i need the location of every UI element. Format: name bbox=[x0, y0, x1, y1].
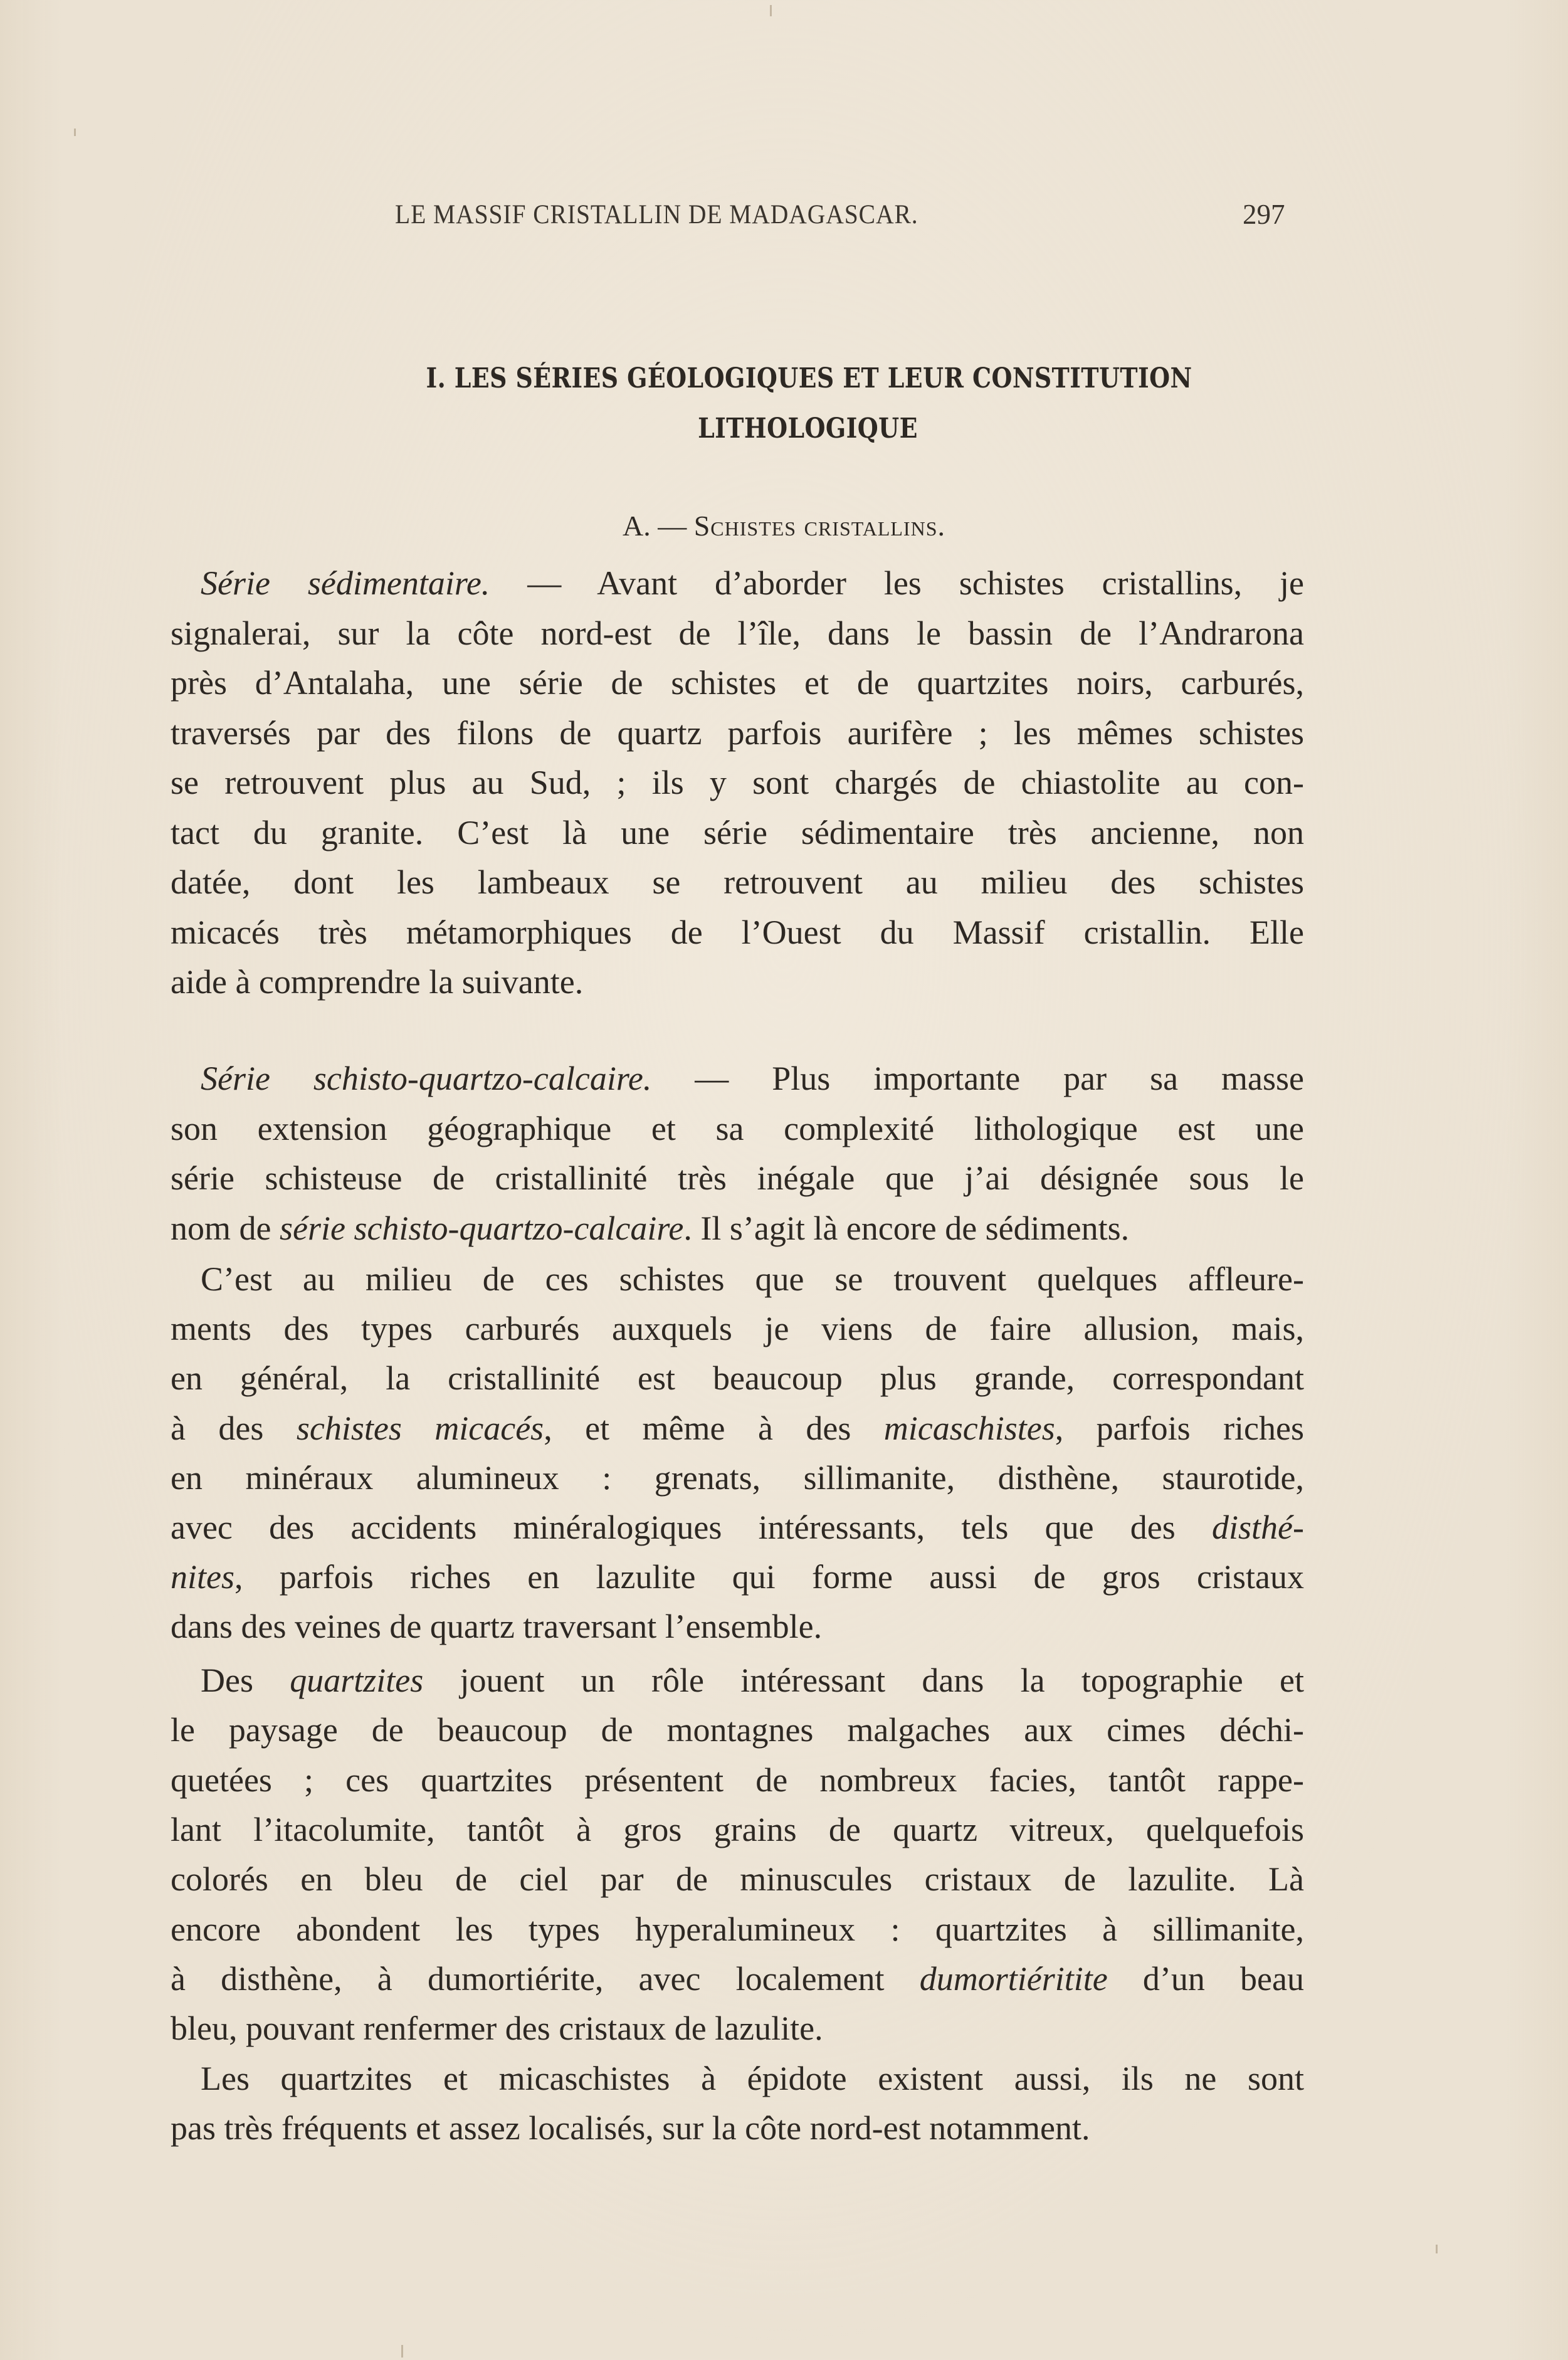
section-title-continued bbox=[24, 413, 1568, 445]
text-line bbox=[171, 860, 1304, 904]
text-line bbox=[171, 1456, 1304, 1500]
text-line bbox=[171, 1356, 1304, 1400]
text-line bbox=[171, 1505, 1304, 1549]
text-run: traversés par des filons de quartz parfois aurifère ; les mêmes schistes bbox=[171, 714, 1304, 752]
text-line bbox=[171, 1307, 1304, 1351]
text-run: en minéraux alumineux : grenats, sillimanite, disthène, staurotide, bbox=[171, 1458, 1304, 1497]
italic-term: Série sédimentaire. bbox=[201, 564, 490, 602]
text-line bbox=[171, 611, 1304, 655]
text-run: son extension géographique et sa complexité lithologique est une bbox=[171, 1109, 1304, 1147]
text-line bbox=[201, 1658, 1304, 1702]
text-run: , parfois riches bbox=[1055, 1409, 1305, 1447]
text-line bbox=[171, 2106, 1304, 2150]
text-line bbox=[171, 1907, 1304, 1951]
text-line bbox=[171, 661, 1304, 705]
text-run: . Il s’agit là encore de sédiments. bbox=[683, 1209, 1130, 1247]
paper-speck bbox=[401, 2345, 403, 2357]
paper-speck bbox=[74, 129, 76, 136]
text-run: pas très fréquents et assez localisés, sur la côte nord-est notamment. bbox=[171, 2109, 1090, 2147]
text-line bbox=[171, 1604, 1304, 1648]
text-run: , et même à des bbox=[544, 1409, 884, 1447]
paper-speck bbox=[770, 5, 772, 16]
text-run: encore abondent les types hyperalumineux : quartzites à sillimanite, bbox=[171, 1910, 1304, 1948]
italic-term: nites bbox=[171, 1558, 234, 1596]
text-line bbox=[171, 761, 1304, 804]
text-run: C’est au milieu de ces schistes que se trouvent quelques affleure- bbox=[201, 1260, 1304, 1298]
text-line bbox=[171, 1206, 1304, 1250]
running-head: LE MASSIF CRISTALLIN DE MADAGASCAR. bbox=[395, 200, 918, 229]
text-line bbox=[201, 1056, 1304, 1100]
text-line bbox=[171, 811, 1304, 855]
text-line bbox=[171, 1758, 1304, 1802]
paper-speck bbox=[1436, 2245, 1438, 2253]
text-line bbox=[201, 1257, 1304, 1301]
text-line bbox=[171, 1107, 1304, 1151]
text-line bbox=[201, 2057, 1304, 2100]
text-run: tact du granite. C’est là une série sédimentaire très ancienne, non bbox=[171, 813, 1304, 851]
text-run: Les quartzites et micaschistes à épidote existent aussi, ils ne sont bbox=[201, 2060, 1304, 2097]
text-run: datée, dont les lambeaux se retrouvent au milieu des schistes bbox=[171, 863, 1304, 901]
text-line bbox=[171, 1708, 1304, 1752]
subsection-title: Schistes cristallins. bbox=[693, 510, 945, 542]
text-run: à des bbox=[171, 1409, 297, 1447]
text-run: micacés très métamorphiques de l’Ouest du Massif cristallin. Elle bbox=[171, 913, 1304, 951]
page-number: 297 bbox=[1243, 199, 1285, 230]
text-run: signalerai, sur la côte nord-est de l’île, dans le bassin de l’Andrarona bbox=[171, 614, 1304, 652]
text-line bbox=[171, 960, 1304, 1004]
italic-term: quartzites bbox=[290, 1662, 424, 1699]
section-title-line-1: I. LES SÉRIES GÉOLOGIQUES ET LEUR CONSTITUTION bbox=[426, 362, 1192, 394]
text-line bbox=[171, 1156, 1304, 1200]
text-line bbox=[171, 711, 1304, 755]
italic-term: dumortiéritite bbox=[919, 1959, 1108, 1998]
text-line bbox=[171, 1555, 1304, 1599]
text-run: se retrouvent plus au Sud, ; ils y sont chargés de chiastolite au con- bbox=[171, 764, 1304, 801]
text-run: Des bbox=[201, 1662, 290, 1699]
text-run: ments des types carburés auxquels je viens de faire allusion, mais, bbox=[171, 1310, 1304, 1348]
text-run: en général, la cristallinité est beaucoup plus grande, correspondant bbox=[171, 1359, 1304, 1398]
text-run: quetées ; ces quartzites présentent de nombreux facies, tantôt rappe- bbox=[171, 1761, 1304, 1799]
section-title-line-2: LITHOLOGIQUE bbox=[698, 413, 918, 445]
text-line bbox=[171, 1857, 1304, 1901]
italic-term: Série schisto-quartzo-calcaire. bbox=[201, 1060, 652, 1097]
text-run: nom de bbox=[171, 1209, 280, 1247]
text-run: — Plus importante par sa masse bbox=[651, 1060, 1304, 1097]
italic-term: schistes micacés bbox=[296, 1409, 544, 1447]
text-run: près d’Antalaha, une série de schistes et de quartzites noirs, carburés, bbox=[171, 664, 1304, 702]
text-line bbox=[201, 561, 1304, 605]
text-line bbox=[171, 1808, 1304, 1852]
text-run: à disthène, à dumortiérite, avec localement bbox=[171, 1959, 920, 1998]
text-run: bleu, pouvant renfermer des cristaux de lazulite. bbox=[171, 2010, 823, 2048]
text-run: avec des accidents minéralogiques intéressants, tels que des bbox=[171, 1509, 1213, 1546]
text-line bbox=[171, 910, 1304, 954]
subsection-prefix: A. — bbox=[622, 510, 694, 542]
italic-term: disthé- bbox=[1212, 1509, 1304, 1546]
text-run: lant l’itacolumite, tantôt à gros grains de quartz vitreux, quelquefois bbox=[171, 1810, 1304, 1848]
text-run: — Avant d’aborder les schistes cristallins, je bbox=[490, 564, 1304, 602]
text-run: d’un beau bbox=[1107, 1959, 1304, 1998]
text-run: dans des veines de quartz traversant l’ensemble. bbox=[171, 1608, 823, 1646]
text-run: , parfois riches en lazulite qui forme aussi de gros cristaux bbox=[234, 1558, 1304, 1596]
section-title bbox=[25, 362, 1568, 394]
text-run: colorés en bleu de ciel par de minuscules cristaux de lazulite. Là bbox=[171, 1860, 1304, 1899]
text-line bbox=[171, 1406, 1304, 1450]
text-run: jouent un rôle intéressant dans la topographie et bbox=[423, 1662, 1304, 1699]
text-run: série schisteuse de cristallinité très inégale que j’ai désignée sous le bbox=[171, 1159, 1304, 1197]
italic-term: micaschistes bbox=[883, 1409, 1055, 1447]
italic-term: série schisto-quartzo-calcaire bbox=[279, 1209, 684, 1247]
text-run: le paysage de beaucoup de montagnes malgaches aux cimes déchi- bbox=[171, 1711, 1304, 1749]
subsection-heading bbox=[0, 509, 1568, 542]
text-run: aide à comprendre la suivante. bbox=[171, 963, 584, 1001]
text-line bbox=[171, 1957, 1304, 2001]
text-line bbox=[171, 2006, 1304, 2050]
